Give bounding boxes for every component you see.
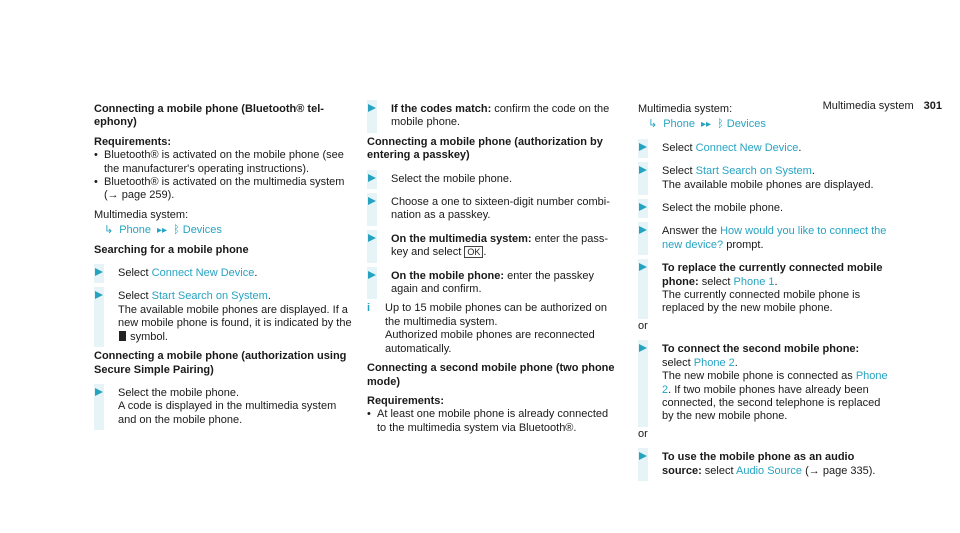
- or-separator: or: [638, 427, 648, 440]
- step: Select the mobile phone.: [638, 202, 888, 215]
- step: Select Start Search on System. The available mobile phones are displayed.: [638, 165, 888, 192]
- step-arrow-icon: [95, 388, 103, 396]
- menu-path-intro: Multimedia system:: [94, 208, 189, 221]
- requirements-label: Requirements:: [94, 135, 172, 148]
- path-phone: Phone: [663, 118, 696, 131]
- menu-path: [638, 118, 888, 131]
- step: Answer the How would you like to connect the new device? prompt.: [638, 225, 888, 252]
- page-number: 301: [923, 100, 942, 112]
- step-arrow-icon: [639, 166, 647, 174]
- bluetooth-icon: ᛒ: [173, 224, 180, 237]
- phone-2-label: Phone 2: [662, 370, 888, 396]
- step: Select the mobile phone. A code is displayed in the multimedia system and on the mobile phone.: [94, 387, 356, 427]
- menu-path-intro: Multimedia system:: [638, 103, 733, 115]
- ok-key-icon: OK: [464, 246, 483, 258]
- double-chevron-icon: ▸▸: [157, 225, 168, 237]
- heading-connect-bluetooth: Connecting a mobile phone (Bluetooth® telephony): [94, 103, 324, 129]
- step-arrow-icon: [639, 344, 647, 352]
- path-phone: Phone: [119, 224, 152, 237]
- step-arrow-icon: [368, 174, 376, 182]
- bluetooth-icon: ᛒ: [717, 118, 724, 131]
- step-arrow-icon: [639, 263, 647, 271]
- menu-item-start-search: Start Search on System: [151, 290, 268, 303]
- column-3: [638, 103, 888, 478]
- step: Select Connect New Device.: [94, 267, 356, 280]
- step: To connect the second mobile phone: select Phone 2. The new mobile phone is connected as Phone 2. If two mobile phones have already been connected, the second telephone is replaced by the new mobile phone.: [638, 343, 888, 423]
- step: Choose a one to sixteen-digit number combination as a passkey.: [367, 196, 617, 223]
- menu-item-phone-1: Phone 1: [733, 275, 775, 288]
- return-arrow-icon: ↳: [104, 224, 114, 237]
- info-note: i Up to 15 mobile phones can be authorized on the multimedia system. Authorized mobile phones are reconnected automatically.: [367, 302, 607, 355]
- return-arrow-icon: ↳: [648, 118, 658, 131]
- path-devices: Devices: [726, 118, 766, 131]
- requirement-item: • Bluetooth® is activated on the multimedia system (→ page 259).: [94, 176, 356, 203]
- step: To replace the currently connected mobile phone: select Phone 1. The currently connected mobile phone is replaced by the new mobile phone.: [638, 262, 888, 316]
- menu-item-connect-new-device: Connect New Device: [695, 141, 799, 154]
- arrow-icon: →: [107, 189, 119, 202]
- heading-second-phone: Connecting a second mobile phone (two phone mode): [367, 362, 615, 388]
- double-chevron-icon: ▸▸: [701, 119, 712, 131]
- step-arrow-icon: [639, 452, 647, 460]
- header-title: Multimedia system: [822, 100, 914, 112]
- prompt-connect-new-device: How would you like to connect the new device?: [662, 225, 887, 251]
- step-arrow-icon: [639, 226, 647, 234]
- column-1: [94, 103, 356, 427]
- step-arrow-icon: [639, 143, 647, 151]
- step: On the mobile phone: enter the passkey again and confirm.: [367, 270, 617, 297]
- menu-item-connect-new-device: Connect New Device: [151, 267, 255, 280]
- new-device-symbol-icon: [119, 331, 126, 341]
- step-arrow-icon: [95, 291, 103, 299]
- step-arrow-icon: [639, 203, 647, 211]
- arrow-icon: →: [808, 464, 820, 477]
- step-arrow-icon: [368, 197, 376, 205]
- step: Select Start Search on System. The available mobile phones are displayed. If a new mobile phone is found, it is indicated by the symbol.: [94, 290, 356, 344]
- requirements-label: Requirements:: [367, 394, 445, 407]
- step-arrow-icon: [368, 104, 376, 112]
- menu-item-start-search: Start Search on System: [695, 165, 812, 178]
- step: Select the mobile phone.: [367, 173, 617, 186]
- path-devices: Devices: [182, 224, 222, 237]
- heading-search: Searching for a mobile phone: [94, 243, 249, 256]
- heading-passkey: Connecting a mobile phone (authorization by entering a passkey): [367, 135, 603, 162]
- step-arrow-icon: [95, 268, 103, 276]
- step: If the codes match: confirm the code on the mobile phone.: [367, 103, 617, 130]
- or-separator: or: [638, 319, 648, 332]
- column-2: [367, 103, 617, 435]
- step: To use the mobile phone as an audio source: select Audio Source (→ page 335).: [638, 451, 888, 478]
- requirement-item: • Bluetooth® is activated on the mobile phone (see the manufacturer's operating instructions).: [94, 149, 356, 176]
- step-arrow-icon: [368, 234, 376, 242]
- menu-item-phone-2: Phone 2: [693, 356, 735, 369]
- menu-item-audio-source: Audio Source: [736, 464, 803, 477]
- info-icon: i: [367, 302, 371, 315]
- step-arrow-icon: [368, 271, 376, 279]
- requirement-item: • At least one mobile phone is already connected to the multimedia system via Bluetooth®.: [367, 408, 617, 435]
- menu-path: [94, 224, 356, 237]
- step: On the multimedia system: enter the passkey and select OK .: [367, 233, 617, 260]
- step: Select Connect New Device.: [638, 142, 888, 155]
- heading-secure-pairing: Connecting a mobile phone (authorization using Secure Simple Pairing): [94, 350, 347, 376]
